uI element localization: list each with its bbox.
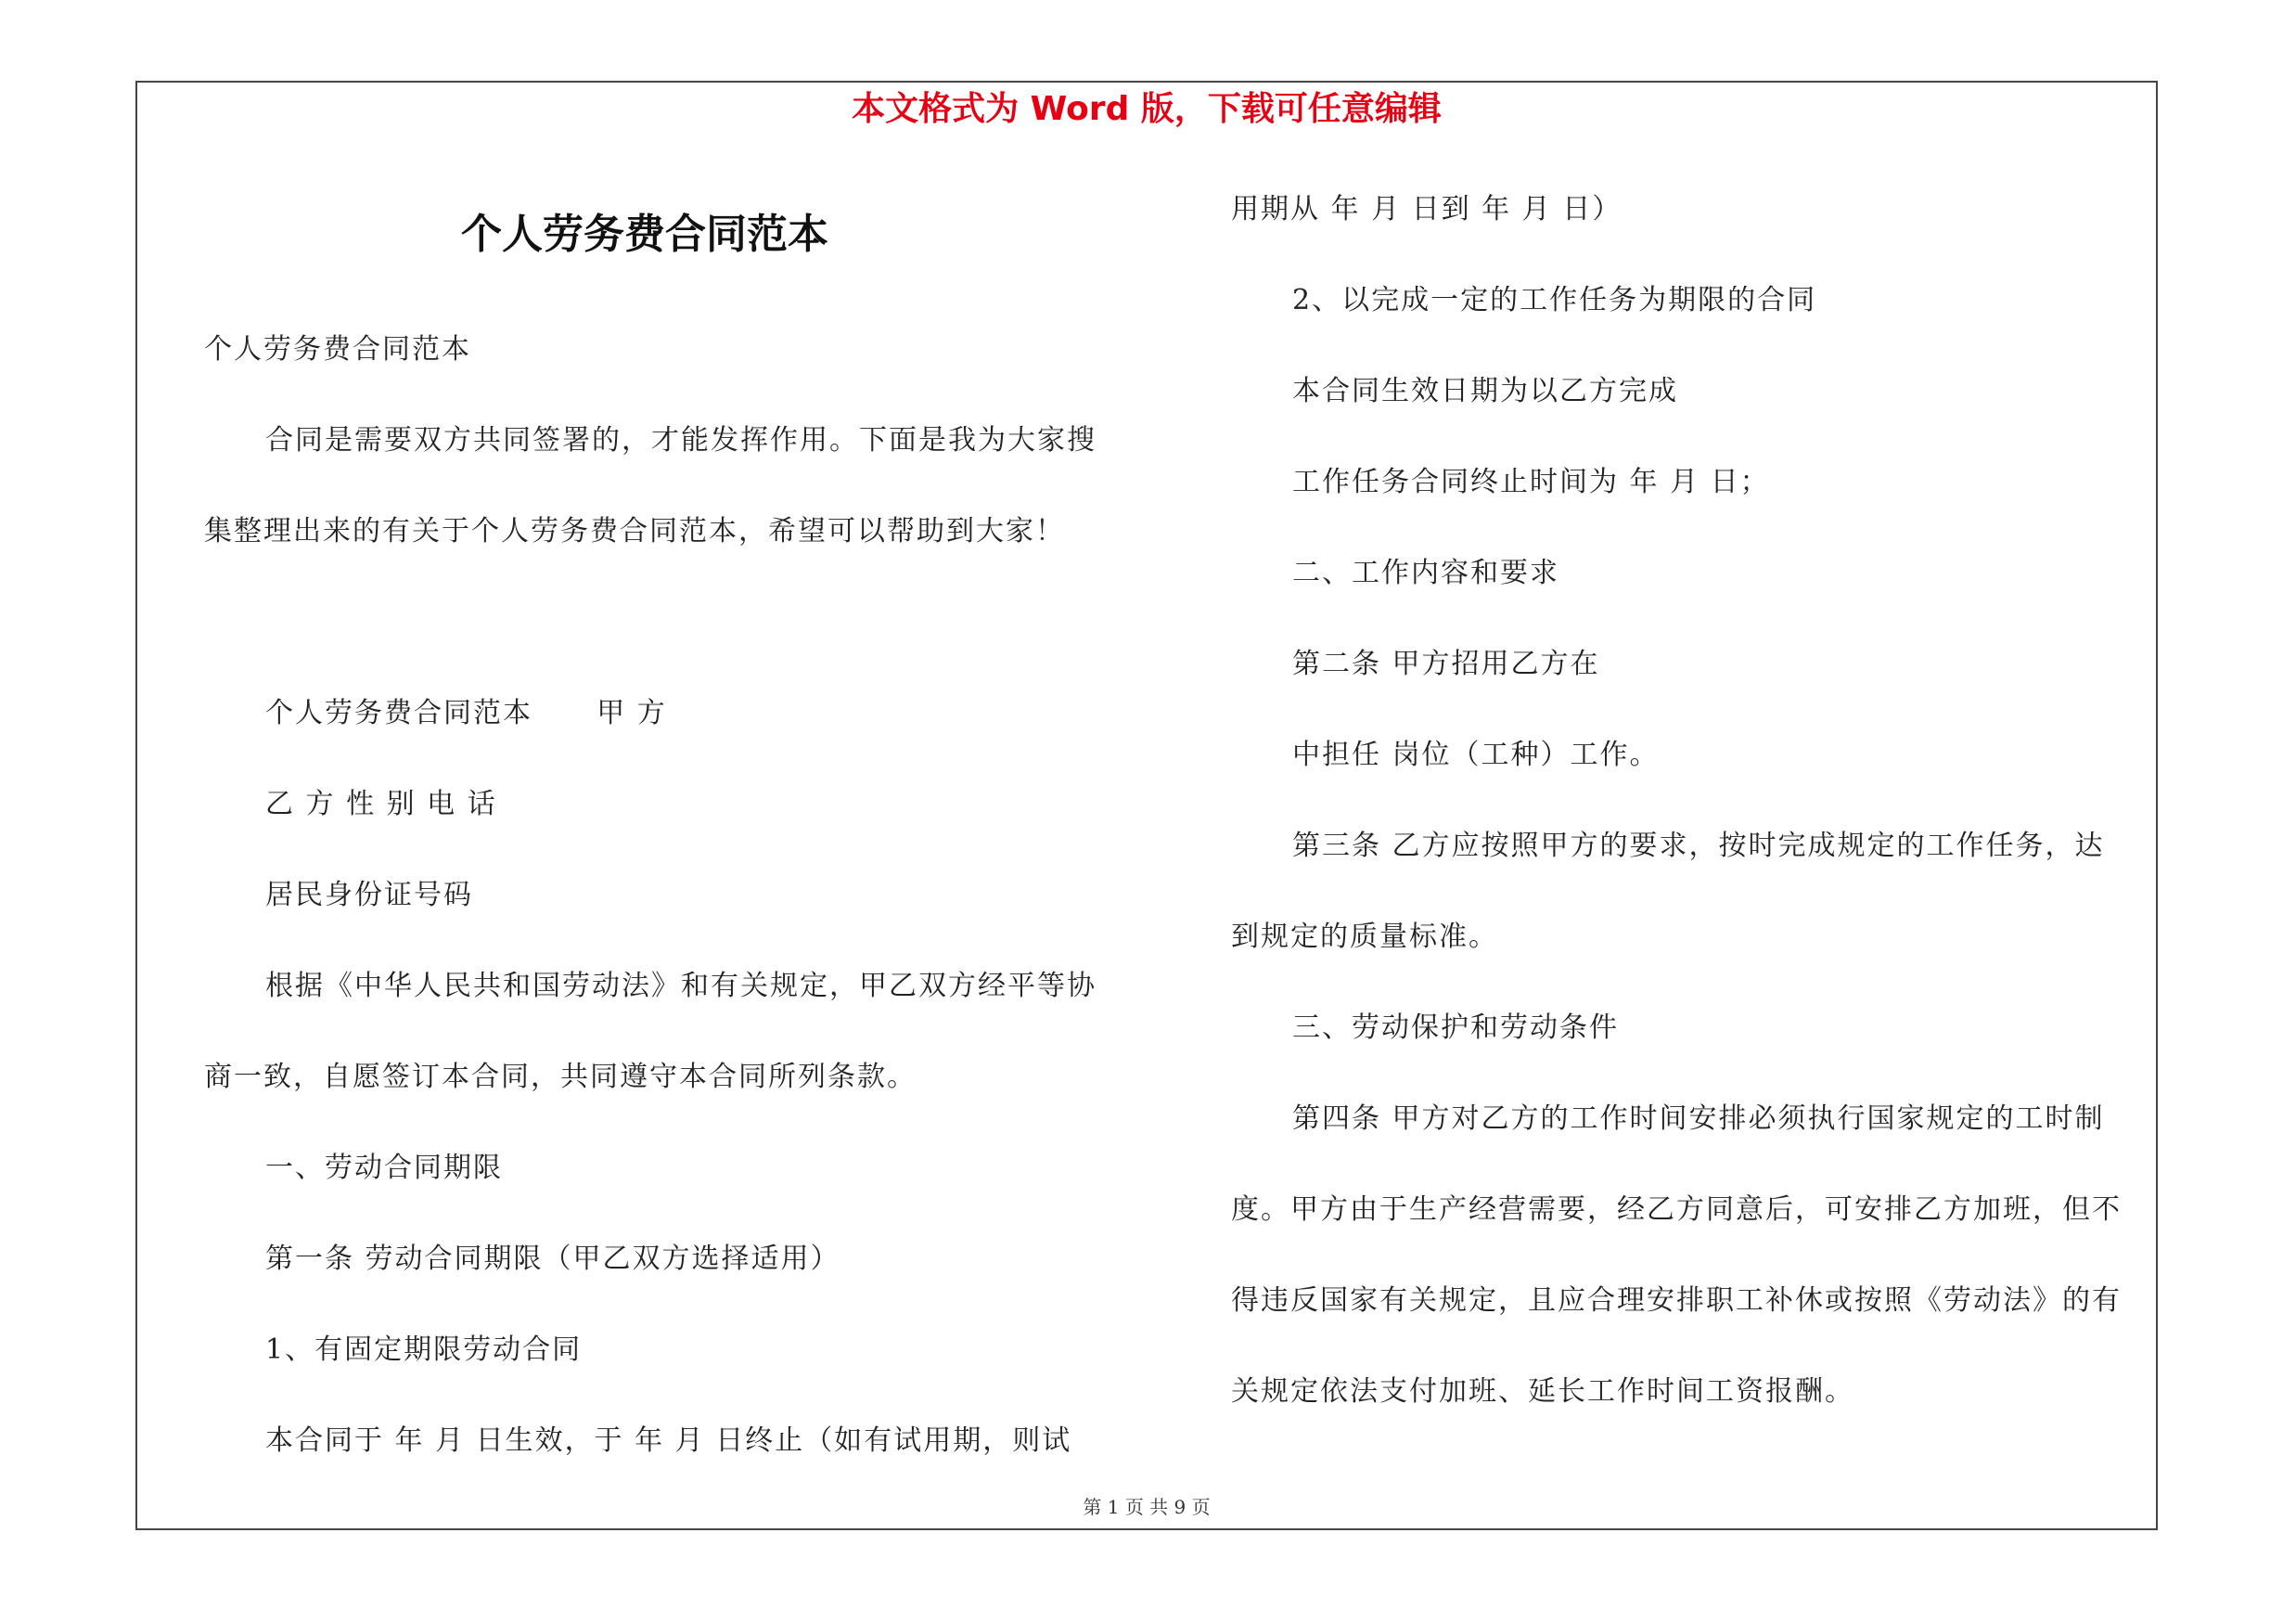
left-text-column bbox=[204, 323, 1132, 1505]
left-paragraph-line: 乙 方 性 别 电 话 bbox=[265, 788, 497, 820]
right-text-column bbox=[1231, 183, 2159, 1456]
right-paragraph-line: 2、以完成一定的工作任务为期限的合同 bbox=[1292, 284, 1817, 316]
left-paragraph-line: 根据《中华人民共和国劳动法》和有关规定，甲乙双方经平等协 bbox=[265, 970, 1097, 1002]
right-paragraph-line: 关规定依法支付加班、延长工作时间工资报酬。 bbox=[1231, 1375, 1854, 1408]
right-paragraph-line: 第二条 甲方招用乙方在 bbox=[1292, 648, 1600, 680]
left-paragraph-line: 1、有固定期限劳动合同 bbox=[265, 1333, 583, 1366]
right-paragraph-line: 工作任务合同终止时间为 年 月 日； bbox=[1292, 466, 1770, 498]
page-number-footer: 第 1 页 共 9 页 bbox=[1083, 1496, 1211, 1518]
left-paragraph-line: 个人劳务费合同范本 甲 方 bbox=[265, 697, 667, 729]
left-paragraph-line: 居民身份证号码 bbox=[265, 879, 473, 911]
right-paragraph-line: 本合同生效日期为以乙方完成 bbox=[1292, 375, 1678, 407]
right-paragraph-line: 用期从 年 月 日到 年 月 日） bbox=[1231, 193, 1623, 225]
left-paragraph-line bbox=[204, 596, 1132, 687]
right-paragraph-line: 第四条 甲方对乙方的工作时间安排必须执行国家规定的工时制 bbox=[1292, 1102, 2105, 1135]
left-paragraph-line: 一、劳动合同期限 bbox=[265, 1152, 503, 1184]
right-paragraph-line: 三、劳动保护和劳动条件 bbox=[1292, 1011, 1619, 1044]
left-paragraph-line: 集整理出来的有关于个人劳务费合同范本，希望可以帮助到大家！ bbox=[204, 515, 1065, 547]
left-paragraph-line: 本合同于 年 月 日生效，于 年 月 日终止（如有试用期，则试 bbox=[265, 1424, 1072, 1457]
left-paragraph-line: 合同是需要双方共同签署的，才能发挥作用。下面是我为大家搜 bbox=[265, 424, 1097, 457]
right-paragraph-line: 二、工作内容和要求 bbox=[1292, 557, 1559, 589]
left-paragraph-line: 商一致，自愿签订本合同，共同遵守本合同所列条款。 bbox=[204, 1061, 917, 1093]
right-paragraph-line: 中担任 岗位（工种）工作。 bbox=[1292, 739, 1660, 771]
left-paragraph-line: 个人劳务费合同范本 bbox=[204, 333, 471, 366]
right-paragraph-line: 得违反国家有关规定，且应合理安排职工补休或按照《劳动法》的有 bbox=[1231, 1284, 2122, 1317]
document-title: 个人劳务费合同范本 bbox=[461, 211, 828, 258]
right-paragraph-line: 第三条 乙方应按照甲方的要求，按时完成规定的工作任务，达 bbox=[1292, 830, 2105, 862]
right-paragraph-line: 度。甲方由于生产经营需要，经乙方同意后，可安排乙方加班，但不 bbox=[1231, 1193, 2122, 1226]
format-notice-banner: 本文格式为 Word 版，下载可任意编辑 bbox=[852, 90, 1442, 128]
right-paragraph-line: 到规定的质量标准。 bbox=[1231, 921, 1498, 953]
left-paragraph-line: 第一条 劳动合同期限（甲乙双方选择适用） bbox=[265, 1243, 840, 1275]
